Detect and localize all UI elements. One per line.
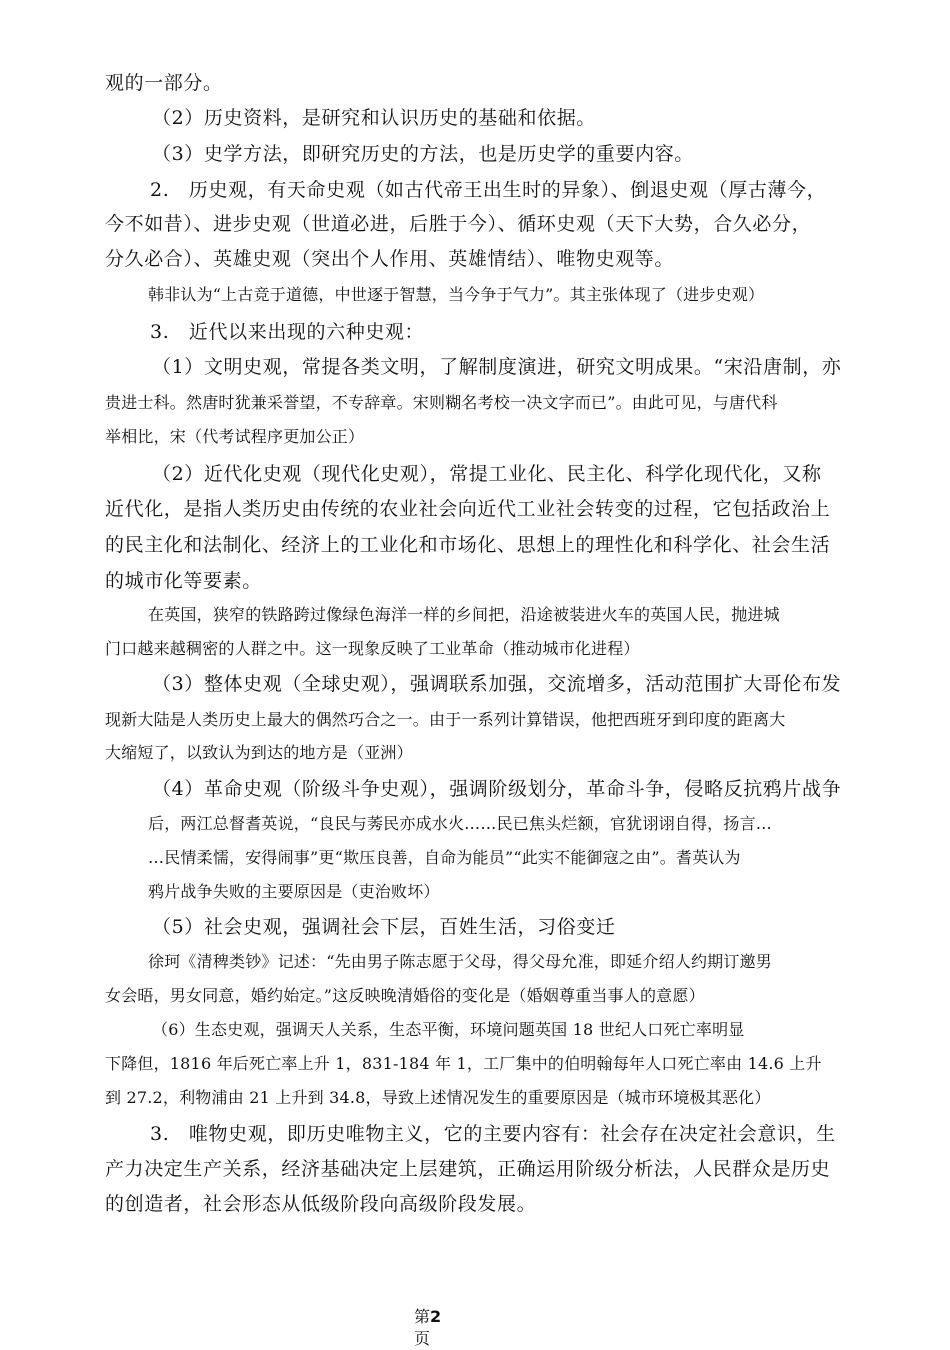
text-line: 现新大陆是人类历史上最大的偶然巧合之一。由于一系列计算错误，他把西班牙到印度的距离大 — [105, 710, 786, 729]
text-line: 举相比，宋（代考试程序更加公正） — [105, 427, 365, 446]
page-suffix: 页 — [414, 1329, 431, 1348]
text-line: （4）革命史观（阶级斗争史观），强调阶级划分，革命斗争，侵略反抗鸦片战争 — [152, 778, 842, 800]
text-line: （1）文明史观，常提各类文明，了解制度演进，研究文明成果。“宋沿唐制，亦 — [152, 356, 842, 378]
text-line: 的城市化等要素。 — [105, 570, 262, 592]
text-line: 韩非认为“上古竞于道德，中世逐于智慧，当今争于气力”。其主张体现了（进步史观） — [148, 285, 765, 304]
text-line: 3. 唯物史观，即历史唯物主义，它的主要内容有：社会存在决定社会意识，生 — [150, 1123, 836, 1145]
text-line: 贵进士科。然唐时犹兼采誉望，不专辞章。宋则糊名考校一决文字而已”。由此可见，与唐代科 — [105, 393, 778, 412]
page-number-footer — [414, 1306, 444, 1350]
text-line: （2）近代化史观（现代化史观），常提工业化、民主化、科学化现代化，又称 — [152, 463, 822, 485]
text-line: 产力决定生产关系，经济基础决定上层建筑，正确运用阶级分析法，人民群众是历史 — [105, 1158, 831, 1180]
section-heading: 3. 近代以来出现的六种史观： — [150, 321, 425, 343]
text-line: 女会晤，男女同意，婚约始定。”这反映晚清婚俗的变化是（婚姻尊重当事人的意愿） — [105, 986, 705, 1005]
page-number: 2 — [430, 1307, 442, 1326]
text-line: 后，两江总督耆英说，“良民与莠民亦成水火……民已焦头烂额，官犹诩诩自得，扬言… — [148, 814, 772, 833]
text-line: 大缩短了，以致认为到达的地方是（亚洲） — [105, 743, 413, 762]
text-line: 鸦片战争失败的主要原因是（吏治败坏） — [148, 882, 440, 901]
text-line: 分久必合）、英雄史观（突出个人作用、英雄情结）、唯物史观等。 — [105, 248, 675, 270]
text-line: 近代化，是指人类历史由传统的农业社会向近代工业社会转变的过程，它包括政治上 — [105, 498, 831, 520]
text-line: 观的一部分。 — [105, 72, 223, 94]
text-line: 的创造者，社会形态从低级阶段向高级阶段发展。 — [105, 1193, 537, 1215]
text-line: （6）生态史观，强调天人关系，生态平衡，环境问题英国 18 世纪人口死亡率明显 — [152, 1020, 745, 1039]
text-line: 到 27.2，利物浦由 21 上升到 34.8，导致上述情况发生的重要原因是（城市环境极其恶化） — [105, 1088, 771, 1107]
text-line: （5）社会史观，强调社会下层，百姓生活，习俗变迁 — [152, 916, 616, 938]
text-line: （2）历史资料，是研究和认识历史的基础和依据。 — [152, 107, 596, 129]
text-line: …民情柔懦，安得闹事”更“欺压良善，自命为能员”“此实不能御寇之由”。耆英认为 — [148, 848, 741, 867]
text-line: 徐珂《清稗类钞》记述：“先由男子陈志愿于父母，得父母允准，即延介绍人约期订邀男 — [148, 952, 772, 971]
text-line: 门口越来越稠密的人群之中。这一现象反映了工业革命（推动城市化进程） — [105, 639, 640, 658]
page-prefix: 第 — [414, 1307, 431, 1326]
text-line: 的民主化和法制化、经济上的工业化和市场化、思想上的理性化和科学化、社会生活 — [105, 534, 831, 556]
text-line: 今不如昔）、进步史观（世道必进，后胜于今）、循环史观（天下大势，合久必分， — [105, 213, 812, 235]
text-line: 2. 历史观，有天命史观（如古代帝王出生时的异象）、倒退史观（厚古薄今， — [150, 179, 827, 201]
text-line: （3）整体史观（全球史观），强调联系加强，交流增多，活动范围扩大哥伦布发 — [152, 673, 842, 695]
text-line: （3）史学方法，即研究历史的方法，也是历史学的重要内容。 — [152, 143, 694, 165]
text-line: 下降但，1816 年后死亡率上升 1，831-184 年 1，工厂集中的伯明翰每年人口死亡率由 14.6 上升 — [105, 1054, 822, 1073]
text-line: 在英国，狭窄的铁路跨过像绿色海洋一样的乡间把，沿途被装进火车的英国人民，抛进城 — [148, 605, 780, 624]
